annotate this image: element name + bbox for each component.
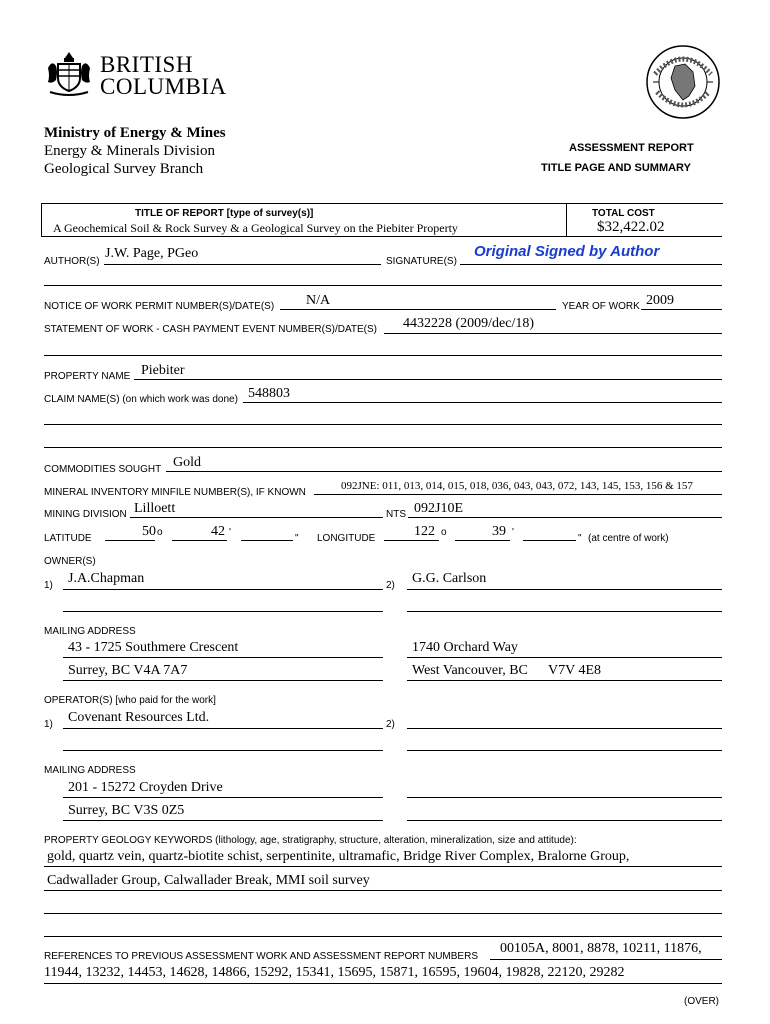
owner-1-addr-line1 [63,657,383,658]
signature-value: Original Signed by Author [474,243,660,260]
operators-label: OPERATOR(S) [who paid for the work] [44,695,216,706]
owner-1-line [63,589,383,590]
permit-label: NOTICE OF WORK PERMIT NUMBER(S)/DATE(S) [44,301,275,312]
operator-2-number: 2) [386,719,395,730]
longitude-label: LONGITUDE [317,533,376,544]
property-name-value: Piebiter [141,363,185,378]
references-label: REFERENCES TO PREVIOUS ASSESSMENT WORK AND ASSESSMENT REPORT NUMBERS [44,951,478,962]
owner-2-addr-line2 [407,680,722,681]
bc-crest-logo [44,48,94,98]
year-line [641,309,722,310]
owner-1-address-line2: Surrey, BC V4A 7A7 [68,663,188,678]
minfile-label: MINERAL INVENTORY MINFILE NUMBER(S), IF KNOWN [44,487,306,498]
commodities-line [166,471,722,472]
operator-1-value: Covenant Resources Ltd. [68,710,210,725]
mining-division-label: MINING DIVISION [44,509,127,520]
owner-1-addr-line2 [63,680,383,681]
operator-1-number: 1) [44,719,53,730]
operator-2-addr-line1 [407,797,722,798]
statement-extra-line [44,355,722,356]
owner-1-value: J.A.Chapman [68,571,145,586]
references-value-2: 11944, 13232, 14453, 14628, 14866, 15292, 15341, 15695, 15871, 16595, 19604, 19828, 22120, 29282 [44,965,625,980]
geology-line2: Cadwallader Group, Calwallader Break, MMI soil survey [47,873,370,888]
owner-2-value: G.G. Carlson [412,571,487,586]
author-value: J.W. Page, PGeo [105,246,199,261]
references-line-1 [490,959,722,960]
geology-underline-1 [44,866,722,867]
branch-name: Geological Survey Branch [44,161,204,177]
total-cost-label: TOTAL COST [592,208,655,219]
centre-note: (at centre of work) [588,533,669,544]
geology-underline-3 [44,913,722,914]
geological-survey-seal [645,44,721,120]
signature-label: SIGNATURE(S) [386,256,457,267]
lat-deg-line [105,540,155,541]
bc-wordmark-line2: COLUMBIA [100,74,227,99]
commodities-label: COMMODITIES SOUGHT [44,464,162,475]
lon-min-line [455,540,510,541]
mining-division-value: Lilloett [134,501,176,516]
lat-min-mark: ' [229,527,231,538]
latitude-minutes: 42 [211,524,225,539]
year-of-work-value: 2009 [646,293,674,308]
minfile-line [314,494,722,495]
signature-line [460,264,722,265]
lon-deg-mark: o [441,527,447,538]
geology-line1: gold, quartz vein, quartz-biotite schist, serpentinite, ultramafic, Bridge River Complex, Bralorne Group, [47,849,630,864]
operators-mailing-label: MAILING ADDRESS [44,765,136,776]
property-name-line [134,379,722,380]
owner-2-number: 2) [386,580,395,591]
operator-1-addr-line2 [63,820,383,821]
longitude-degrees: 122 [414,524,435,539]
claim-name-value: 548803 [248,386,290,401]
claim-extra-line-1 [44,424,722,425]
permit-value: N/A [306,293,331,308]
owner-2-line [407,589,722,590]
report-title-value: A Geochemical Soil & Rock Survey & a Geological Survey on the Piebiter Property [53,221,458,235]
lat-deg-mark: o [157,527,163,538]
title-underline [41,236,722,237]
nts-value: 092J10E [414,501,463,516]
operator-1-addr-line1 [63,797,383,798]
author-label: AUTHOR(S) [44,256,100,267]
owner-1-extra-line [63,611,383,612]
owners-mailing-label: MAILING ADDRESS [44,626,136,637]
operator-1-line [63,728,383,729]
nts-label: NTS [386,509,406,520]
geology-underline-4 [44,936,722,937]
permit-line [280,309,556,310]
lat-min-line [172,540,227,541]
geology-label: PROPERTY GEOLOGY KEYWORDS (lithology, age, stratigraphy, structure, alteration, mineralization, size and attitude): [44,835,577,846]
owner-2-postal: V7V 4E8 [548,663,602,678]
author-line [104,264,381,265]
latitude-label: LATITUDE [44,533,92,544]
references-value-1: 00105A, 8001, 8878, 10211, 11876, [500,941,702,956]
nts-line [408,517,722,518]
title-of-report-label: TITLE OF REPORT [type of survey(s)] [135,208,314,219]
property-name-label: PROPERTY NAME [44,371,131,382]
minfile-value: 092JNE: 011, 013, 014, 015, 018, 036, 043, 043, 072, 143, 145, 153, 156 & 157 [341,480,693,492]
latitude-degrees: 50 [142,524,156,539]
claim-line [243,402,722,403]
lon-sec-mark: " [578,533,582,544]
lat-sec-line [241,540,293,541]
operator-2-line [407,728,722,729]
owner-1-address-line1: 43 - 1725 Southmere Crescent [68,640,239,655]
owner-2-address-line1: 1740 Orchard Way [412,640,518,655]
longitude-minutes: 39 [492,524,506,539]
operator-2-addr-line2 [407,820,722,821]
geology-underline-2 [44,890,722,891]
report-title-line2: TITLE PAGE AND SUMMARY [541,162,691,174]
operator-1-address-line2: Surrey, BC V3S 0Z5 [68,803,185,818]
lat-sec-mark: " [295,533,299,544]
owner-2-addr-line1 [407,657,722,658]
operator-1-address-line1: 201 - 15272 Croyden Drive [68,780,223,795]
author-extra-line [44,285,722,286]
owner-1-number: 1) [44,580,53,591]
ministry-name: Ministry of Energy & Mines [44,125,226,141]
owner-2-address-line2: West Vancouver, BC [412,663,528,678]
total-cost-value: $32,422.02 [597,219,665,235]
title-box-divider [566,203,567,236]
over-note: (OVER) [684,996,719,1007]
statement-line [384,333,722,334]
report-title-line1: ASSESSMENT REPORT [569,142,694,154]
operator-1-extra-line [63,750,383,751]
operator-2-extra-line [407,750,722,751]
year-of-work-label: YEAR OF WORK [562,301,640,312]
owners-label: OWNER(S) [44,556,96,567]
bc-wordmark-line1: BRITISH [100,52,193,77]
division-name: Energy & Minerals Division [44,143,215,159]
owner-2-extra-line [407,611,722,612]
claim-name-label: CLAIM NAME(S) (on which work was done) [44,394,238,405]
lon-min-mark: ' [512,527,514,538]
statement-value: 4432228 (2009/dec/18) [403,316,535,331]
references-line-2 [44,983,722,984]
claim-extra-line-2 [44,447,722,448]
mining-division-line [130,517,383,518]
lon-deg-line [384,540,439,541]
commodities-value: Gold [173,455,201,470]
statement-label: STATEMENT OF WORK - CASH PAYMENT EVENT NUMBER(S)/DATE(S) [44,324,377,335]
lon-sec-line [523,540,576,541]
